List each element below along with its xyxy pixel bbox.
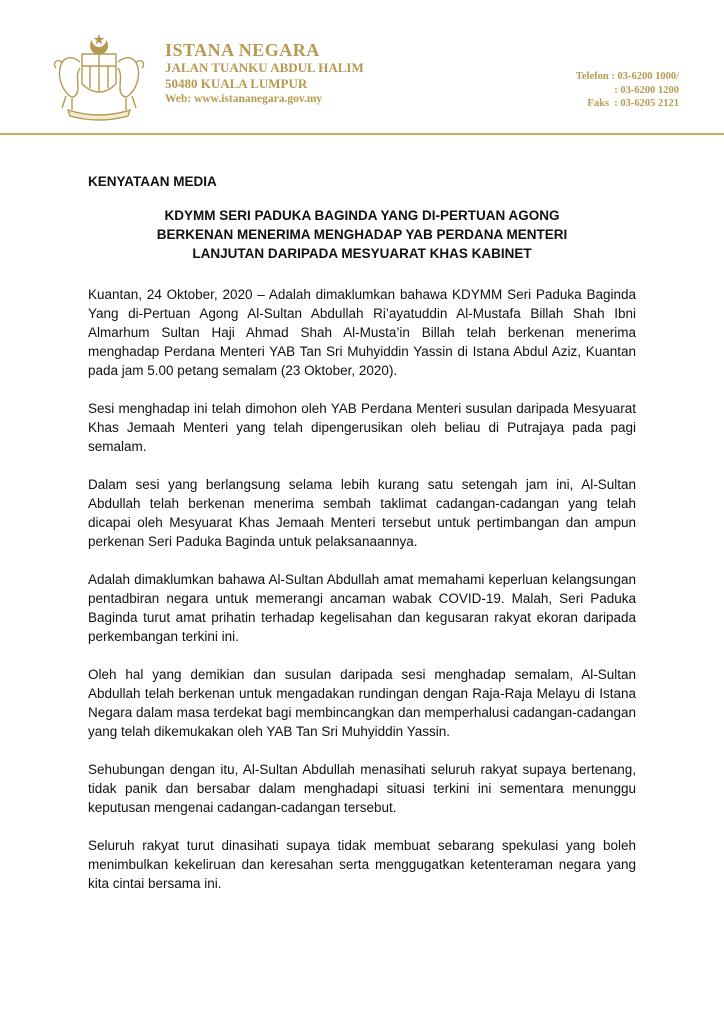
paragraph-7: Seluruh rakyat turut dinasihati supaya tidak membuat sebarang spekulasi yang boleh menimbulkan kekeliruan dan keresahan serta menggugatkan ketenteraman negara yang kita cintai bersama ini.: [88, 838, 636, 891]
headline: [88, 206, 636, 263]
contact-block: [576, 70, 679, 111]
contact-fax: Faks : 03-6205 2121: [587, 98, 679, 109]
paragraph-4: Adalah dimaklumkan bahawa Al-Sultan Abdullah amat memahami keperluan kelangsungan pentadbiran negara untuk memerangi ancaman wabak COVID-19. Malah, Seri Paduka Baginda turut amat prihatin terhadap kegelisahan dan kegusaran rakyat ekoran daripada perkembangan terkini ini.: [88, 572, 636, 644]
headline-line-1: KDYMM SERI PADUKA BAGINDA YANG DI-PERTUAN AGONG: [164, 208, 560, 223]
address-line-1: JALAN TUANKU ABDUL HALIM: [165, 60, 364, 75]
paragraph-2: Sesi menghadap ini telah dimohon oleh YAB Perdana Menteri susulan daripada Mesyuarat Khas Jemaah Menteri yang telah dipengerusikan oleh beliau di Putrajaya pada pagi semalam.: [88, 401, 636, 454]
body-text: [88, 285, 636, 912]
paragraph-6: Sehubungan dengan itu, Al-Sultan Abdullah menasihati seluruh rakyat supaya bertenang, tidak panik dan bersabar dalam menghadapi situasi terkini ini sementara menunggu keputusan mengenai cadangan-cadangan tersebut.: [88, 762, 636, 815]
coat-of-arms-icon: [40, 32, 158, 122]
paragraph-3: Dalam sesi yang berlangsung selama lebih kurang satu setengah jam ini, Al-Sultan Abdullah telah berkenan menerima sembah taklimat cadangan-cadangan yang telah dicapai oleh Mesyuarat Khas Jemaah Menteri tersebut untuk pertimbangan dan ampun perkenan Seri Paduka Baginda untuk pelaksanaannya.: [88, 477, 636, 549]
org-name: ISTANA NEGARA: [165, 40, 320, 60]
org-block: [165, 40, 364, 107]
headline-line-3: LANJUTAN DARIPADA MESYUARAT KHAS KABINET: [192, 246, 532, 261]
document-type-label: KENYATAAN MEDIA: [88, 174, 217, 189]
address-line-2: 50480 KUALA LUMPUR: [165, 76, 308, 91]
website: Web: www.istananegara.gov.my: [165, 93, 323, 105]
header-divider: [0, 133, 724, 135]
contact-telephone-alt: : 03-6200 1200: [614, 84, 679, 96]
paragraph-1: Kuantan, 24 Oktober, 2020 – Adalah dimaklumkan bahawa KDYMM Seri Paduka Baginda Yang di-Pertuan Agong Al-Sultan Abdullah Ri’ayatuddin Al-Mustafa Billah Shah Ibni Almarhum Sultan Haji Ahmad Shah Al-Musta’in Billah telah berkenan menerima menghadap Perdana Menteri YAB Tan Sri Muhyiddin Yassin di Istana Abdul Aziz, Kuantan pada jam 5.00 petang semalam (23 Oktober, 2020).: [88, 287, 636, 378]
contact-telephone: Telefon : 03-6200 1000/: [575, 71, 679, 82]
letterhead: [0, 0, 724, 135]
headline-line-2: BERKENAN MENERIMA MENGHADAP YAB PERDANA MENTERI: [156, 227, 568, 242]
paragraph-5: Oleh hal yang demikian dan susulan daripada sesi menghadap semalam, Al-Sultan Abdullah telah berkenan untuk mengadakan rundingan dengan Raja-Raja Melayu di Istana Negara dalam masa terdekat bagi membincangkan dan memperhalusi cadangan-cadangan yang telah dikemukakan oleh YAB Tan Sri Muhyiddin Yassin.: [88, 667, 636, 739]
